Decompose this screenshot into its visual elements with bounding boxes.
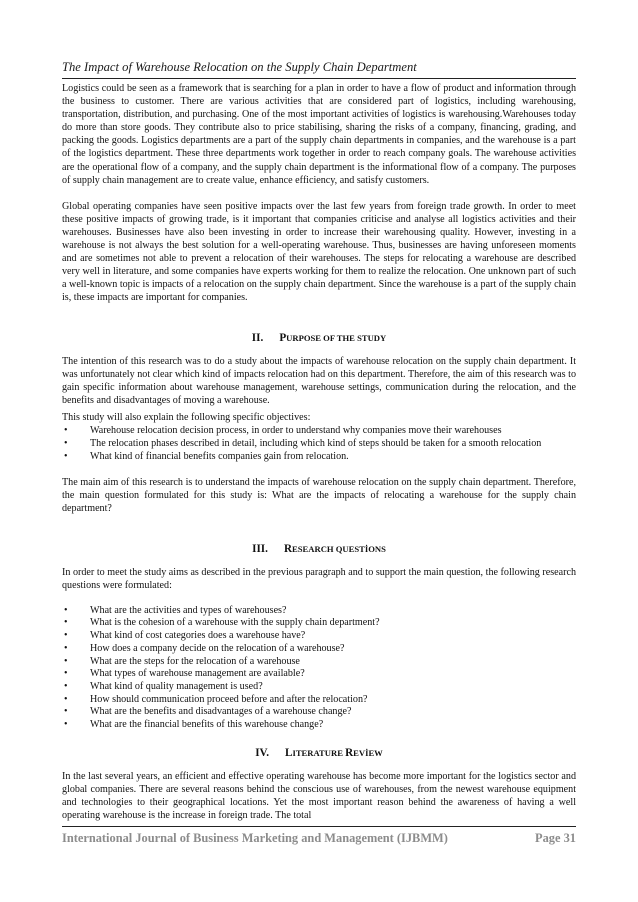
list-item: • Warehouse relocation decision process, in order to understand why companies move their warehouses (62, 424, 576, 437)
section-number: II. (251, 331, 264, 344)
list-item: • What are the activities and types of warehouses? (62, 605, 576, 618)
list-item: • What types of warehouse management are available? (62, 668, 576, 681)
purpose-paragraph-3: The main aim of this research is to understand the impacts of warehouse relocation on the supply chain department. Therefore, the main question formulated for this study is: What are the impacts of relocating a warehouse for the supply chain department? (62, 477, 576, 515)
questions-intro-paragraph: In order to meet the study aims as described in the previous paragraph and to support the main question, the following research questions were formulated: (62, 566, 576, 591)
list-item: • What are the steps for the relocation of a warehouse (62, 656, 576, 669)
list-item: • What is the cohesion of a warehouse with the supply chain department? (62, 617, 576, 630)
section-heading-research-questions: III. RESEARCH QUESTİONS (252, 542, 386, 555)
list-item: • What kind of financial benefits companies gain from relocation. (62, 450, 576, 463)
research-questions-list (62, 605, 576, 732)
purpose-paragraph-1: The intention of this research was to do a study about the impacts of warehouse relocation on the supply chain department. It was unfortunately not clear which kind of impacts relocation had on this department. Therefore, the aim of this research was to gain specific information about warehouse management, warehouse settings, communication during the relocation, and the benefits and disadvantages of moving a warehouse. (62, 355, 576, 406)
list-item: • What kind of quality management is used? (62, 681, 576, 694)
section-number: IV. (255, 746, 269, 759)
journal-name: International Journal of Business Marketing and Management (IJBMM) (62, 831, 448, 845)
header-rule (62, 78, 576, 79)
running-title: The Impact of Warehouse Relocation on the Supply Chain Department (62, 60, 417, 74)
page-body (62, 82, 576, 822)
objectives-list (62, 424, 576, 463)
list-item: • What are the benefits and disadvantages of a warehouse change? (62, 706, 576, 719)
list-item: • The relocation phases described in detail, including which kind of steps should be taken for a smooth relocation (62, 437, 576, 450)
footer-rule (62, 826, 576, 827)
purpose-paragraph-2: This study will also explain the following specific objectives: (62, 411, 311, 423)
page-number: Page 31 (535, 831, 576, 845)
list-item: • How does a company decide on the relocation of a warehouse? (62, 643, 576, 656)
section-heading-literature-review: IV. LITERATURE REVİEW (255, 746, 383, 759)
intro-paragraph-2: Global operating companies have seen positive impacts over the last few years from foreign trade growth. In order to meet these positive impacts of growing trade, is it important that companies criticise and analyse all logistics activities and their warehouses. Businesses have also been investing in order to increase their warehousing quality. However, investing in a warehouse is not always the best solution for a well-operating warehouse. Thus, businesses are having unforeseen moments and are sometimes not able to prevent a relocation of their warehouses. The steps for relocating a warehouse are described very well in literature, and some companies have experts working for them to realize the relocation. One unknown part of such a well-known topic is impacts of a relocation on the supply chain department. Since the warehouse is a part of the supply chain is, these impacts are important for companies. (62, 200, 576, 304)
list-item: • What are the financial benefits of this warehouse change? (62, 719, 576, 732)
literature-paragraph-1: In the last several years, an efficient and effective operating warehouse has become more important for the logistics sector and global companies. There are several reasons behind the conscious use of warehouses, from the newest warehouse equipment and technologies to their geographical locations. Yet the most important reason behind the awareness of having a well operating warehouse is the increase in foreign trade. The total (62, 770, 576, 822)
section-number: III. (252, 542, 268, 555)
page-footer (62, 830, 576, 846)
intro-paragraph-1: Logistics could be seen as a framework that is searching for a plan in order to have a flow of product and information through the business to customer. There are various activities that are considered part of logistics, including warehousing, transportation, distribution, and purchasing. One of the most important activities of logistics is warehousing.Warehouses today do more than store goods. They contribute also to price stabilising, sharing the risks of a company, financing, grading, and packing the goods. Logistics departments are a part of the supply chain departments in companies, and the warehouse is a part of the logistics department. These three departments work together in order to reach company goals. The warehouse activities are the operational flow of a company, and the supply chain department is the informational flow of a company. The purposes of supply chain management are to create value, enhance efficiency, and satisfy customers. (62, 83, 576, 186)
section-heading-purpose: II. PURPOSE OF THE STUDY (251, 331, 387, 344)
list-item: • How should communication proceed before and after the relocation? (62, 694, 576, 707)
list-item: • What kind of cost categories does a warehouse have? (62, 630, 576, 643)
